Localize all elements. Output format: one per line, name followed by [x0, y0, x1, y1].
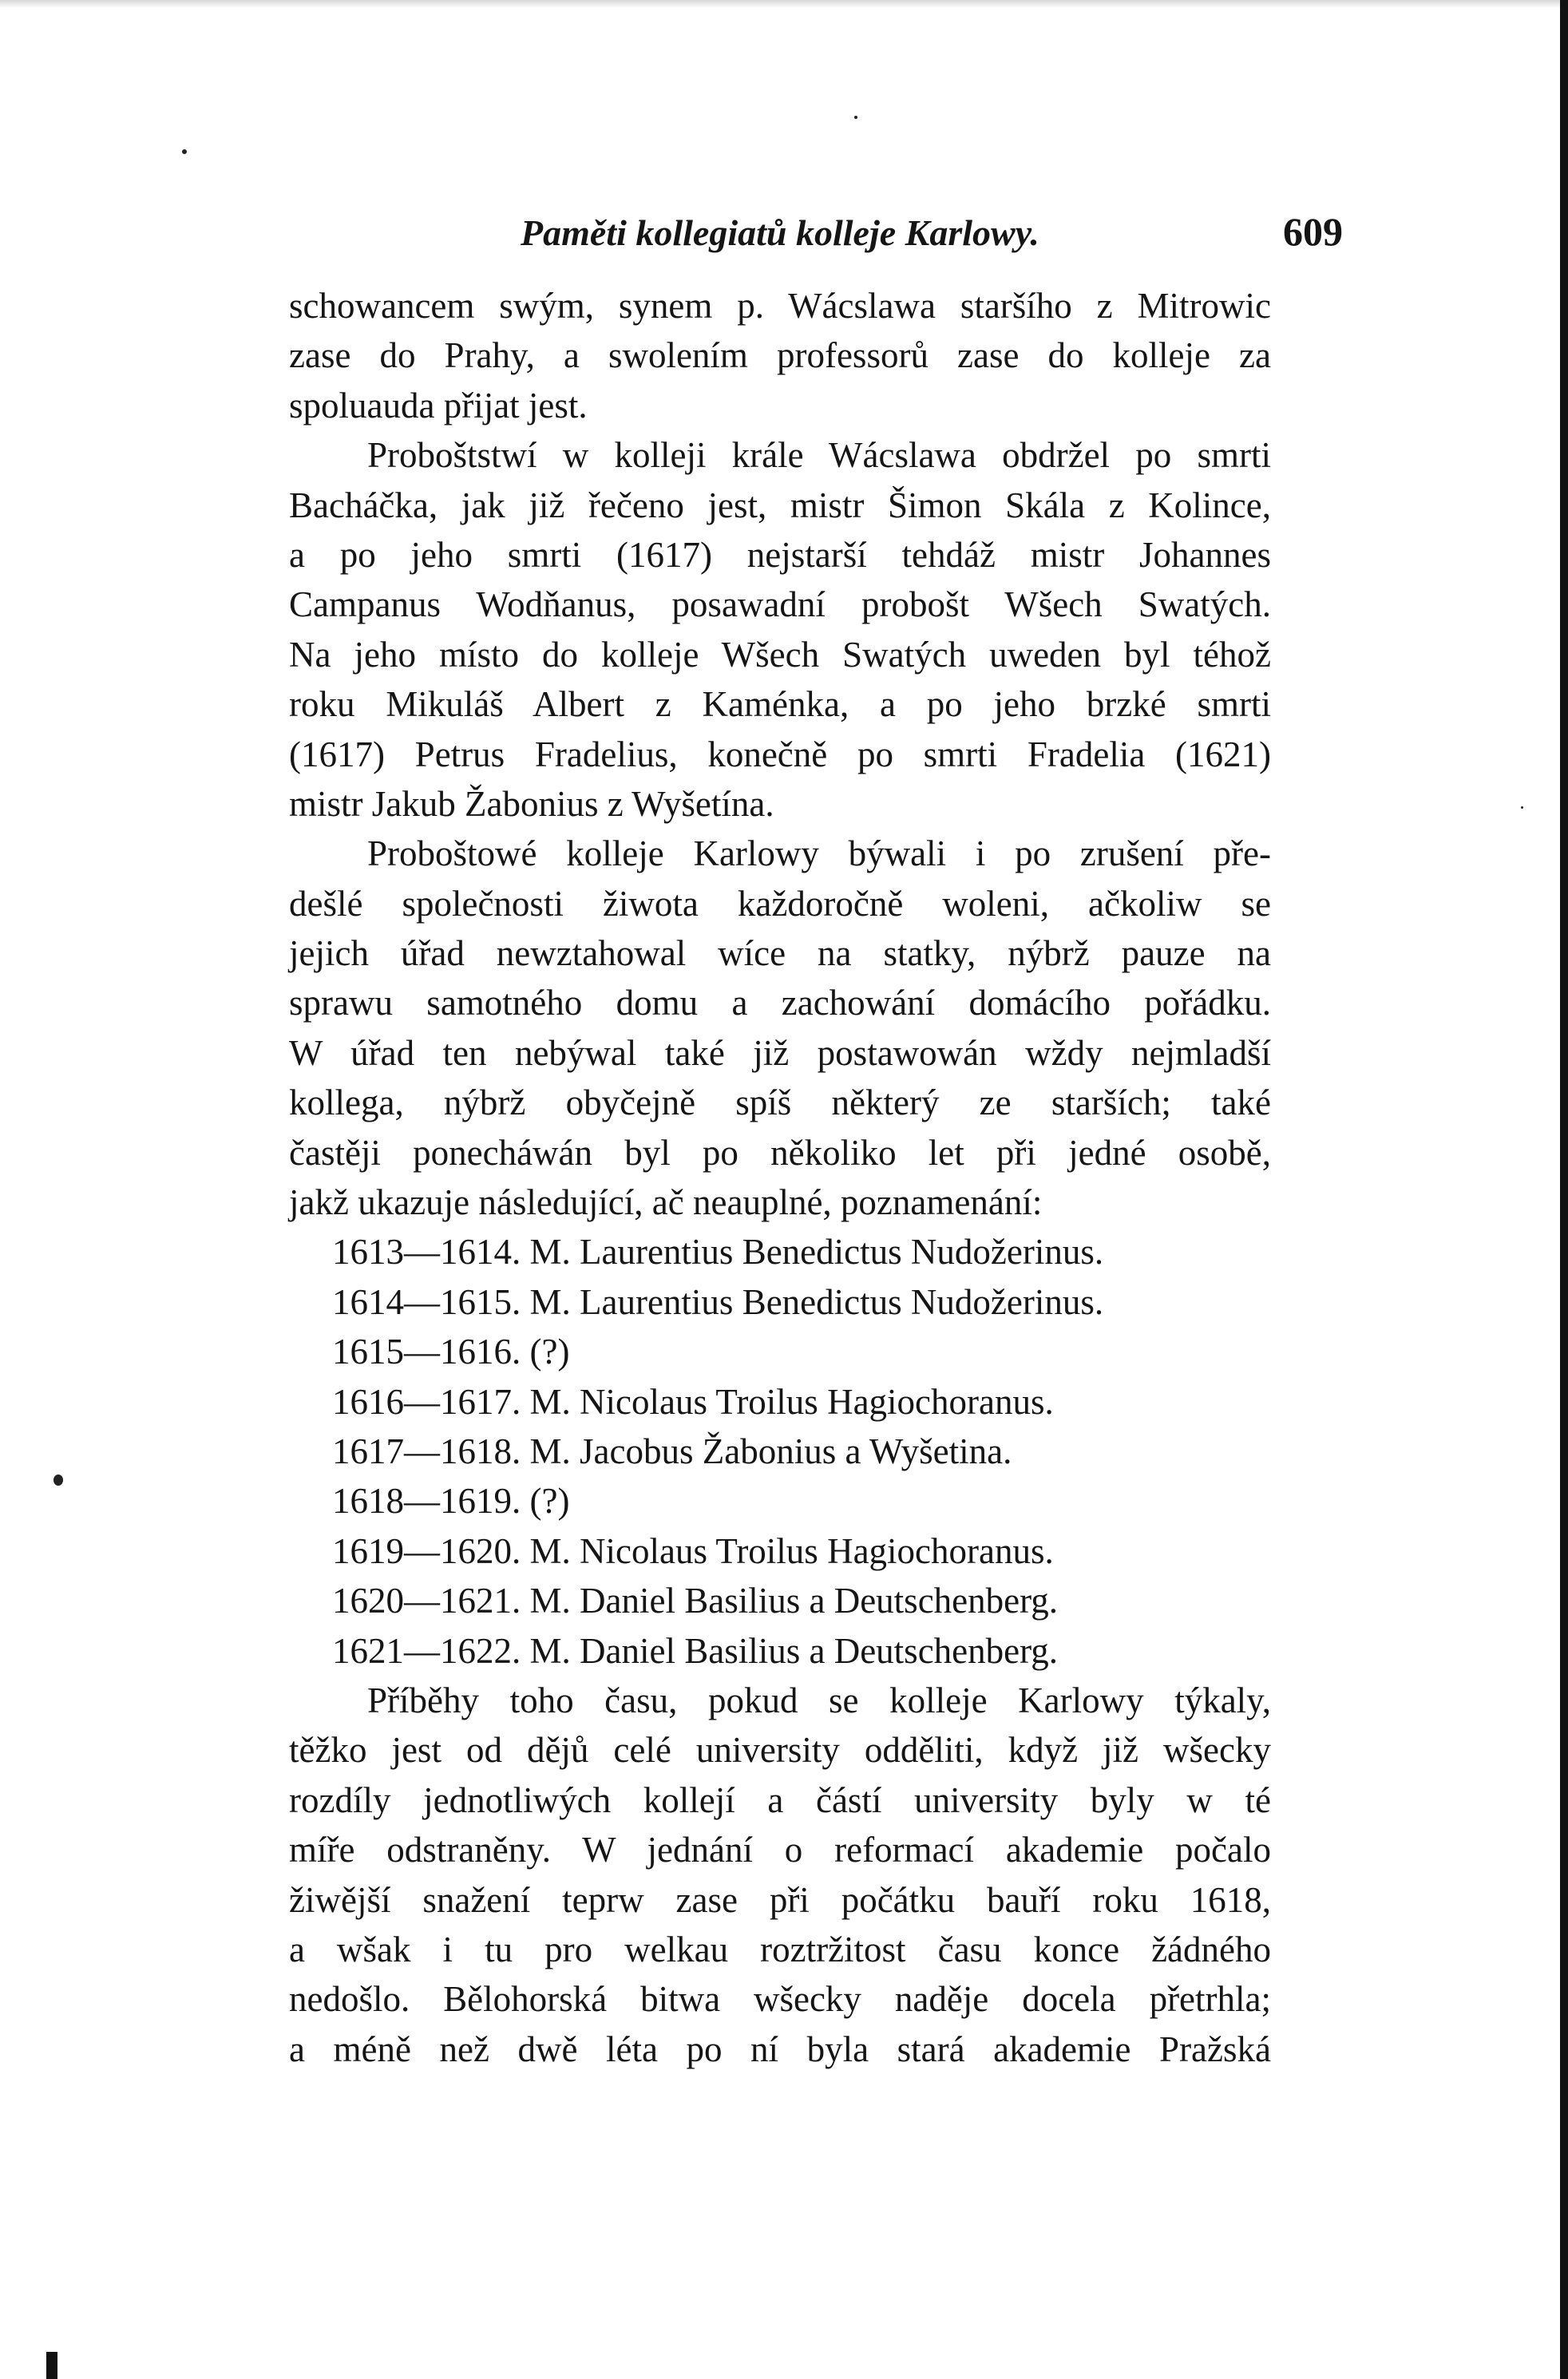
- scan-bottom-mark: [46, 2352, 57, 2379]
- provost-entry: [289, 1227, 1271, 1277]
- text-line: a méně než dwě léta po ní byla stará akademie Pražská: [289, 2029, 1271, 2069]
- text-line: mistr Jakub Žabonius z Wyšetína.: [289, 783, 774, 824]
- provost-entry: [289, 1277, 1271, 1327]
- text-line: dešlé společnosti žiwota každoročně woleni, ačkoliw se: [289, 883, 1271, 924]
- provost-name: M. Daniel Basilius a Deutschenberg.: [529, 1581, 1059, 1621]
- provost-entry: [289, 1526, 1271, 1576]
- scan-right-edge: [1560, 0, 1568, 2379]
- provost-years: 1616—1617.: [332, 1381, 521, 1422]
- text-line: (1617) Petrus Fradelius, konečně po smrti Fradelia (1621): [289, 734, 1271, 774]
- provost-entry: [289, 1327, 1271, 1376]
- text-line: sprawu samotného domu a zachowání domácího pořádku.: [289, 983, 1271, 1023]
- text-line: rozdíly jednotliwých kollejí a částí university byly w té: [289, 1779, 1271, 1820]
- provost-years: 1613—1614.: [332, 1232, 521, 1273]
- provost-name: M. Nicolaus Troilus Hagiochoranus.: [529, 1381, 1054, 1422]
- running-title: Paměti kollegiatů kolleje Karlowy.: [521, 212, 1039, 253]
- text-line: jakž ukazuje následující, ač neauplné, poznamenání:: [289, 1182, 1043, 1223]
- text-line: žiwější snažení teprw zase při počátku bauří roku 1618,: [289, 1879, 1271, 1920]
- text-line: častěji ponecháwán byl po několiko let při jedné osobě,: [289, 1132, 1271, 1173]
- text-line: míře odstraněny. W jednání o reformací akademie počalo: [289, 1830, 1271, 1870]
- text-line: schowancem swým, synem p. Wácslawa staršího z Mitrowic: [289, 286, 1271, 326]
- scan-speck: [53, 1475, 63, 1486]
- text-line: těžko jest od dějů celé university odděliti, když již wšecky: [289, 1730, 1271, 1771]
- provost-years: 1620—1621.: [332, 1581, 521, 1621]
- text-line: jejich úřad newztahowal wíce na statky, nýbrž pauze na: [289, 933, 1271, 974]
- page-number: 609: [1283, 209, 1343, 254]
- scan-speck: [854, 116, 857, 119]
- provost-entry: [289, 1626, 1271, 1676]
- running-head: [289, 204, 1343, 267]
- scan-top-edge: [0, 0, 1568, 8]
- provost-years: 1614—1615.: [332, 1281, 521, 1322]
- provost-name: M. Laurentius Benedictus Nudožerinus.: [529, 1281, 1104, 1322]
- provost-entry: [289, 1576, 1271, 1625]
- scan-speck: [182, 149, 187, 154]
- provost-years: 1617—1618.: [332, 1431, 521, 1471]
- text-line: zase do Prahy, a swolením professorů zase do kolleje za: [289, 335, 1271, 376]
- provost-name: M. Daniel Basilius a Deutschenberg.: [529, 1630, 1059, 1671]
- provost-years: 1615—1616.: [332, 1332, 521, 1372]
- scan-speck: [1521, 806, 1523, 809]
- text-line: Bacháčka, jak již řečeno jest, mistr Šimon Skála z Kolince,: [289, 485, 1271, 525]
- main-text: [289, 281, 1271, 2074]
- text-line: roku Mikuláš Albert z Kaménka, a po jeho brzké smrti: [289, 684, 1271, 725]
- text-line: spoluauda přijat jest.: [289, 385, 588, 426]
- text-line: Proboštstwí w kolleji krále Wácslawa obdržel po smrti: [367, 435, 1271, 476]
- provost-name: M. Nicolaus Troilus Hagiochoranus.: [529, 1530, 1054, 1571]
- provost-name: (?): [529, 1332, 570, 1372]
- provost-years: 1621—1622.: [332, 1630, 521, 1671]
- text-line: W úřad ten nebýwal také již postawowán wždy nejmladší: [289, 1032, 1271, 1073]
- text-line: Na jeho místo do kolleje Wšech Swatých uweden byl téhož: [289, 634, 1271, 675]
- text-line: Příběhy toho času, pokud se kolleje Karlowy týkaly,: [367, 1680, 1271, 1720]
- provost-years: 1619—1620.: [332, 1530, 521, 1571]
- provost-name: M. Jacobus Žabonius a Wyšetina.: [529, 1431, 1012, 1471]
- provost-entry: [289, 1377, 1271, 1427]
- provost-years: 1618—1619.: [332, 1481, 521, 1522]
- text-line: kollega, nýbrž obyčejně spíš některý ze starších; také: [289, 1083, 1271, 1123]
- provost-name: M. Laurentius Benedictus Nudožerinus.: [529, 1232, 1104, 1273]
- provost-entry: [289, 1476, 1271, 1526]
- text-line: nedošlo. Bělohorská bitwa wšecky naděje docela přetrhla;: [289, 1979, 1271, 2020]
- text-line: Proboštowé kolleje Karlowy býwali i po zrušení pře-: [367, 833, 1271, 874]
- text-line: a po jeho smrti (1617) nejstarší tehdáž mistr Johannes: [289, 534, 1271, 575]
- text-line: a wšak i tu pro welkau roztržitost času konce žádného: [289, 1929, 1271, 1969]
- provost-name: (?): [529, 1481, 570, 1522]
- provost-entry: [289, 1427, 1271, 1476]
- text-line: Campanus Wodňanus, posawadní probošt Wšech Swatých.: [289, 584, 1271, 625]
